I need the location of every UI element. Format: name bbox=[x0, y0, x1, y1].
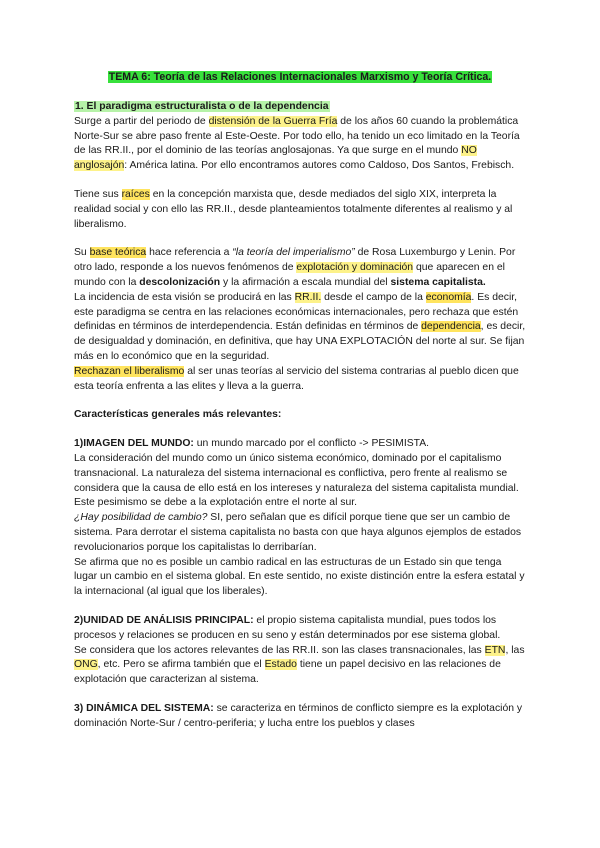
paragraph-roots: Tiene sus raíces en la concepción marxista que, desde mediados del siglo XIX, interpreta la realidad social y con ello las RR.II., desde planteamientos totalmente diferentes al realismo y al liberalismo. bbox=[74, 188, 513, 230]
document-title: TEMA 6: Teoría de las Relaciones Internacionales Marxismo y Teoría Crítica. bbox=[108, 71, 492, 83]
features-heading: Características generales más relevantes: bbox=[74, 409, 282, 421]
paragraph-origin: Surge a partir del periodo de distensión de la Guerra Fría de los años 60 cuando la problemática Norte-Sur se abre paso frente al Este-Oeste. Por todo ello, ha tenido un eco limitado en la Teoría de las RR.II., por el dominio de las teorías anglosajonas. Ya que surge en el mundo NO anglosajón: América latina. Por ello encontramos autores como Caldoso, Dos Santos, Frebisch. bbox=[74, 115, 520, 172]
feature-unit-of-analysis: 2)UNIDAD DE ANÁLISIS PRINCIPAL: el propio sistema capitalista mundial, pues todos los procesos y relaciones se producen en su seno y están determinados por ese sistema global. Se considera que los actores relevantes de las RR.II. son las clases transnacionales, las ETN, las ONG, etc. Pero se afirma también que el Estado tiene un papel decisivo en las relaciones de explotación que caracterizan al sistema. bbox=[74, 614, 525, 686]
section1-heading: 1. El paradigma estructuralista o de la dependencia bbox=[75, 101, 329, 112]
feature-system-dynamics: 3) DINÁMICA DEL SISTEMA: se caracteriza en términos de conflicto siempre es la explotación y dominación Norte-Sur / centro-periferia; y lucha entre los pueblos y clases bbox=[74, 702, 523, 729]
paragraph-incidence: La incidencia de esta visión se producirá en las RR.II. desde el campo de la economía. Es decir, este paradigma se centra en las relaciones económicas internacionales, pero rechaza que estén definidas en términos de interdependencia. Están definidas en términos de dependencia, es decir, de desigualdad y dominación, en definitiva, que hay UNA EXPLOTACIÓN del norte al sur. Se fijan más en lo económico que en la seguridad. Rechazan el liberalismo al ser unas teorías al servicio del sistema contrarias al pueblo dicen que esta teoría enfrenta a las elites y lleva a la guerra. bbox=[74, 291, 526, 392]
paragraph-theory-base: Su base teórica hace referencia a “la teoría del imperialismo” de Rosa Luxemburgo y Lenin. Por otro lado, responde a los nuevos fenómenos de explotación y dominación que aparecen en el mundo con la descolonización y la afirmación a escala mundial del sistema capitalista. bbox=[74, 247, 516, 288]
feature-world-image: 1)IMAGEN DEL MUNDO: un mundo marcado por el conflicto -> PESIMISTA. La consideración del mundo como un único sistema económico, dominado por el capitalismo transnacional. La naturaleza del sistema internacional es conflictiva, pero frente al realismo se considera que la causa de ello está en los intereses y naturaleza del sistema capitalista mundial. Este pesimismo se debe a la explotación entre el norte al sur. ¿Hay posibilidad de cambio? SI, pero señalan que es difícil porque tiene que ser un cambio de sistema. Para derrotar el sistema capitalista no basta con que haya algunos ejemplos de estados revolucionarios porque los capitalistas lo derribarían. Se afirma que no es posible un cambio radical en las estructuras de un Estado sin que tenga lugar un cambio en el sistema global. En este sentido, no existe distinción entre la esfera estatal y la internacional (al igual que los liberales). bbox=[74, 438, 525, 598]
